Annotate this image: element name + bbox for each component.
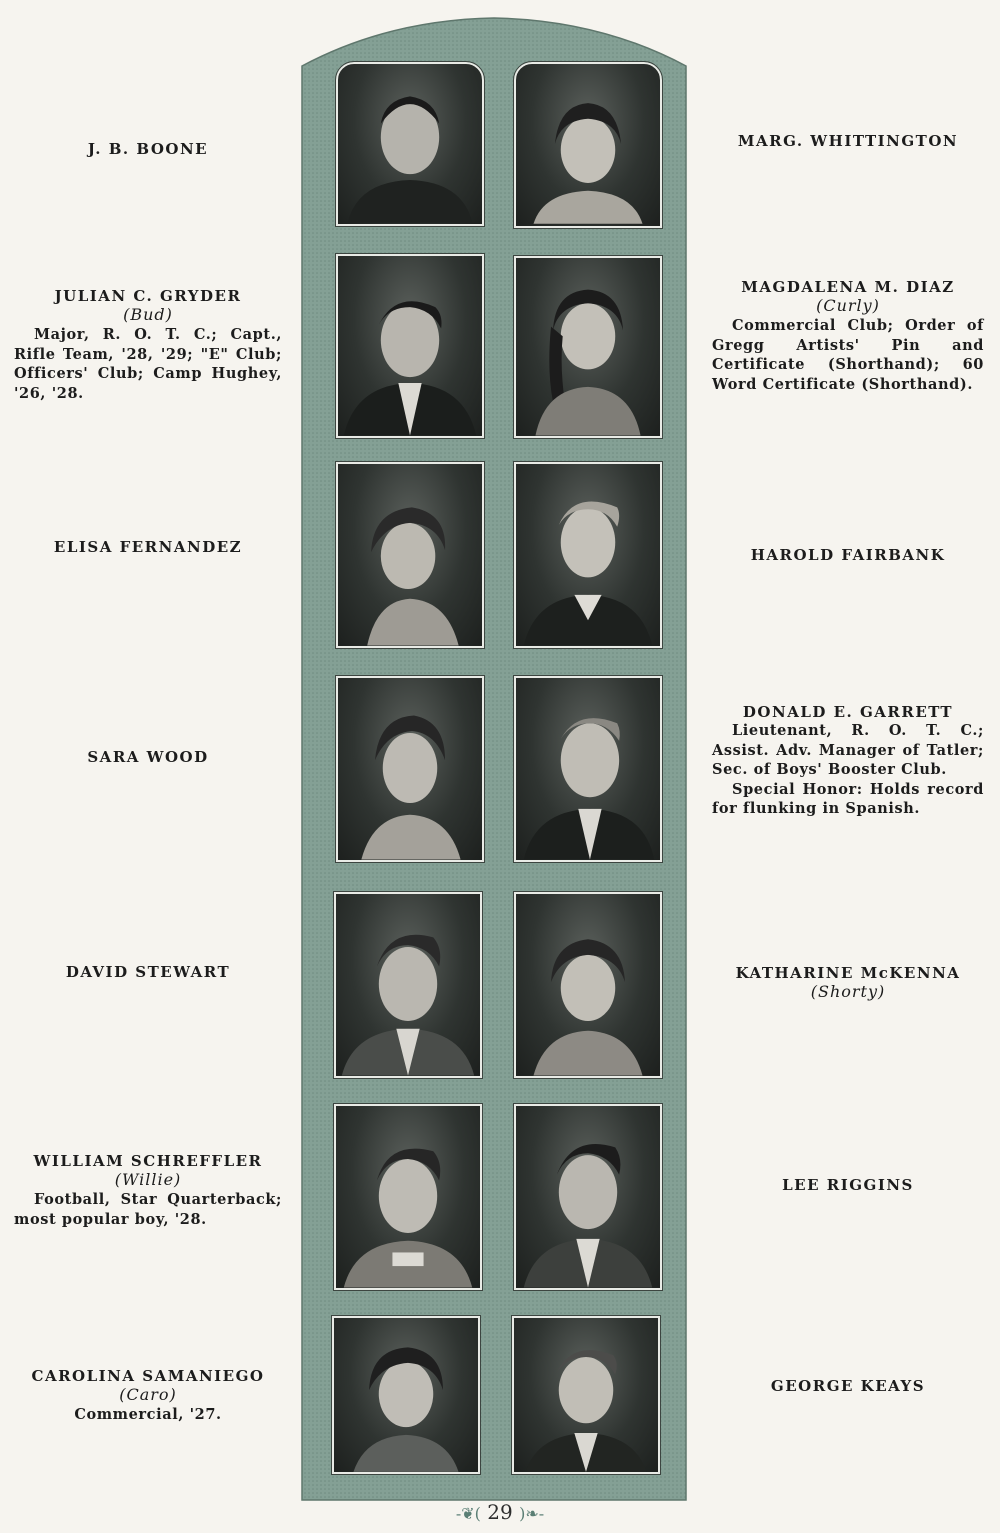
student-nickname: (Willie) xyxy=(114,1170,182,1189)
student-entry xyxy=(12,1367,284,1425)
student-entry xyxy=(712,278,984,394)
student-special-honor: Special Honor: Holds record for flunking in Spanish. xyxy=(712,780,984,817)
portrait-photo xyxy=(334,1104,482,1290)
student-name: DAVID STEWART xyxy=(65,963,231,981)
student-nickname: (Bud) xyxy=(123,305,173,324)
portrait-photo xyxy=(332,1316,480,1474)
student-name: LEE RIGGINS xyxy=(782,1176,914,1194)
student-name: HAROLD FAIRBANK xyxy=(750,546,946,564)
ornament-left-icon: -❦( xyxy=(455,1504,481,1523)
student-entry xyxy=(14,1152,282,1229)
portrait-photo xyxy=(334,892,482,1078)
portrait-photo xyxy=(514,892,662,1078)
page-number: 29 xyxy=(487,1500,513,1524)
portrait-photo xyxy=(336,62,484,226)
student-activities: Commercial, '27. xyxy=(74,1406,222,1423)
student-name: DONALD E. GARRETT xyxy=(742,703,954,721)
student-name: MAGDALENA M. DIAZ xyxy=(741,278,955,296)
portrait-photo xyxy=(336,254,484,438)
student-activities: Football, Star Quarterback; most popular boy, '28. xyxy=(14,1191,282,1228)
student-entry xyxy=(12,748,284,766)
student-activities: Lieutenant, R. O. T. C.; Assist. Adv. Manager of Tatler; Sec. of Boys' Booster Club. xyxy=(712,722,984,778)
student-entry xyxy=(712,1176,984,1194)
portrait-photo xyxy=(514,676,662,862)
portrait-photo xyxy=(514,1104,662,1290)
student-name: KATHARINE McKENNA xyxy=(735,964,961,982)
student-name: JULIAN C. GRYDER xyxy=(54,287,242,305)
portrait-photo xyxy=(512,1316,660,1474)
student-name: SARA WOOD xyxy=(87,748,209,766)
student-nickname: (Shorty) xyxy=(810,982,886,1001)
portrait-photo xyxy=(336,676,484,862)
student-entry xyxy=(712,132,984,150)
student-name: CAROLINA SAMANIEGO xyxy=(31,1367,265,1385)
page-footer xyxy=(430,1500,570,1524)
student-activities: Commercial Club; Order of Gregg Artists' Pin and Certificate (Shorthand); 60 Word Certificate (Shorthand). xyxy=(712,317,984,393)
student-name: WILLIAM SCHREFFLER xyxy=(33,1152,263,1170)
student-entry xyxy=(12,538,284,556)
student-name: MARG. WHITTINGTON xyxy=(737,132,959,150)
portrait-photo xyxy=(514,62,662,228)
student-name: J. B. BOONE xyxy=(87,140,209,158)
student-name: GEORGE KEAYS xyxy=(770,1377,926,1395)
student-name: ELISA FERNANDEZ xyxy=(53,538,243,556)
ornament-right-icon: )❧- xyxy=(519,1504,545,1523)
student-entry xyxy=(712,703,984,819)
student-entry xyxy=(712,1377,984,1395)
portrait-photo xyxy=(514,256,662,438)
student-entry xyxy=(12,140,284,158)
student-activities: Major, R. O. T. C.; Capt., Rifle Team, '28, '29; "E" Club; Officers' Club; Camp Hughey, '26, '28. xyxy=(14,326,282,402)
student-entry xyxy=(14,287,282,403)
portrait-photo xyxy=(336,462,484,648)
student-nickname: (Caro) xyxy=(119,1385,177,1404)
student-entry xyxy=(712,546,984,564)
student-entry xyxy=(712,964,984,1002)
portrait-photo xyxy=(514,462,662,648)
student-nickname: (Curly) xyxy=(816,296,880,315)
student-entry xyxy=(12,963,284,981)
